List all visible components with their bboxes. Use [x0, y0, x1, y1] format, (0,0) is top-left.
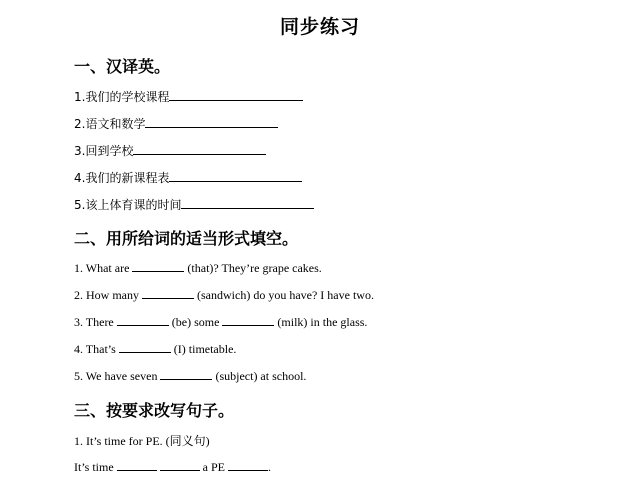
fill-item-4 [74, 341, 236, 357]
answer-blank[interactable] [222, 314, 274, 326]
answer-blank[interactable] [119, 341, 171, 353]
translate-item-2 [74, 115, 278, 132]
translate-item-1 [74, 88, 303, 105]
answer-blank[interactable] [133, 143, 266, 155]
rewrite-prompt: 1. It’s time for PE. (同义句) [74, 434, 210, 448]
answer-blank[interactable] [160, 459, 200, 471]
fill-text: (sandwich) do you have? I have two. [197, 288, 374, 302]
fill-text: 3. There [74, 315, 114, 329]
answer-blank[interactable] [145, 116, 278, 128]
worksheet-title: 同步练习 [279, 16, 360, 38]
fill-text: 5. We have seven [74, 369, 158, 383]
fill-text: (subject) at school. [215, 369, 307, 383]
translate-item-4 [74, 169, 302, 186]
answer-text: a PE [202, 460, 226, 474]
rewrite-question-1 [74, 432, 210, 449]
fill-text: (that)? They’re grape cakes. [187, 261, 322, 275]
answer-blank[interactable] [117, 314, 169, 326]
section-heading-translate: 一、汉译英。 [74, 57, 171, 76]
answer-blank[interactable] [181, 197, 314, 209]
section-heading-rewrite: 三、按要求改写句子。 [74, 401, 235, 420]
fill-item-2 [74, 287, 374, 303]
fill-item-1 [74, 260, 322, 276]
answer-text: . [268, 460, 272, 474]
answer-blank[interactable] [228, 459, 268, 471]
translate-prompt: 2.语文和数学 [74, 117, 146, 131]
answer-blank[interactable] [117, 459, 157, 471]
fill-item-5 [74, 368, 306, 384]
fill-item-3 [74, 314, 367, 330]
translate-prompt: 5.该上体育课的时间 [74, 198, 182, 212]
answer-blank[interactable] [160, 368, 212, 380]
translate-item-5 [74, 196, 314, 213]
answer-blank[interactable] [169, 170, 302, 182]
rewrite-answer-1 [74, 459, 271, 475]
answer-blank[interactable] [132, 260, 184, 272]
section-heading-fill-in: 二、用所给词的适当形式填空。 [74, 229, 299, 248]
answer-blank[interactable] [169, 89, 303, 101]
translate-prompt: 4.我们的新课程表 [74, 171, 170, 185]
answer-text: It’s time [74, 460, 114, 474]
fill-text: 2. How many [74, 288, 139, 302]
fill-text: 4. That’s [74, 342, 116, 356]
answer-blank[interactable] [142, 287, 194, 299]
translate-prompt: 1.我们的学校课程 [74, 90, 170, 104]
fill-text: (be) some [171, 315, 220, 329]
fill-text: (milk) in the glass. [277, 315, 368, 329]
fill-text: 1. What are [74, 261, 130, 275]
translate-prompt: 3.回到学校 [74, 144, 134, 158]
translate-item-3 [74, 142, 266, 159]
fill-text: (I) timetable. [173, 342, 237, 356]
